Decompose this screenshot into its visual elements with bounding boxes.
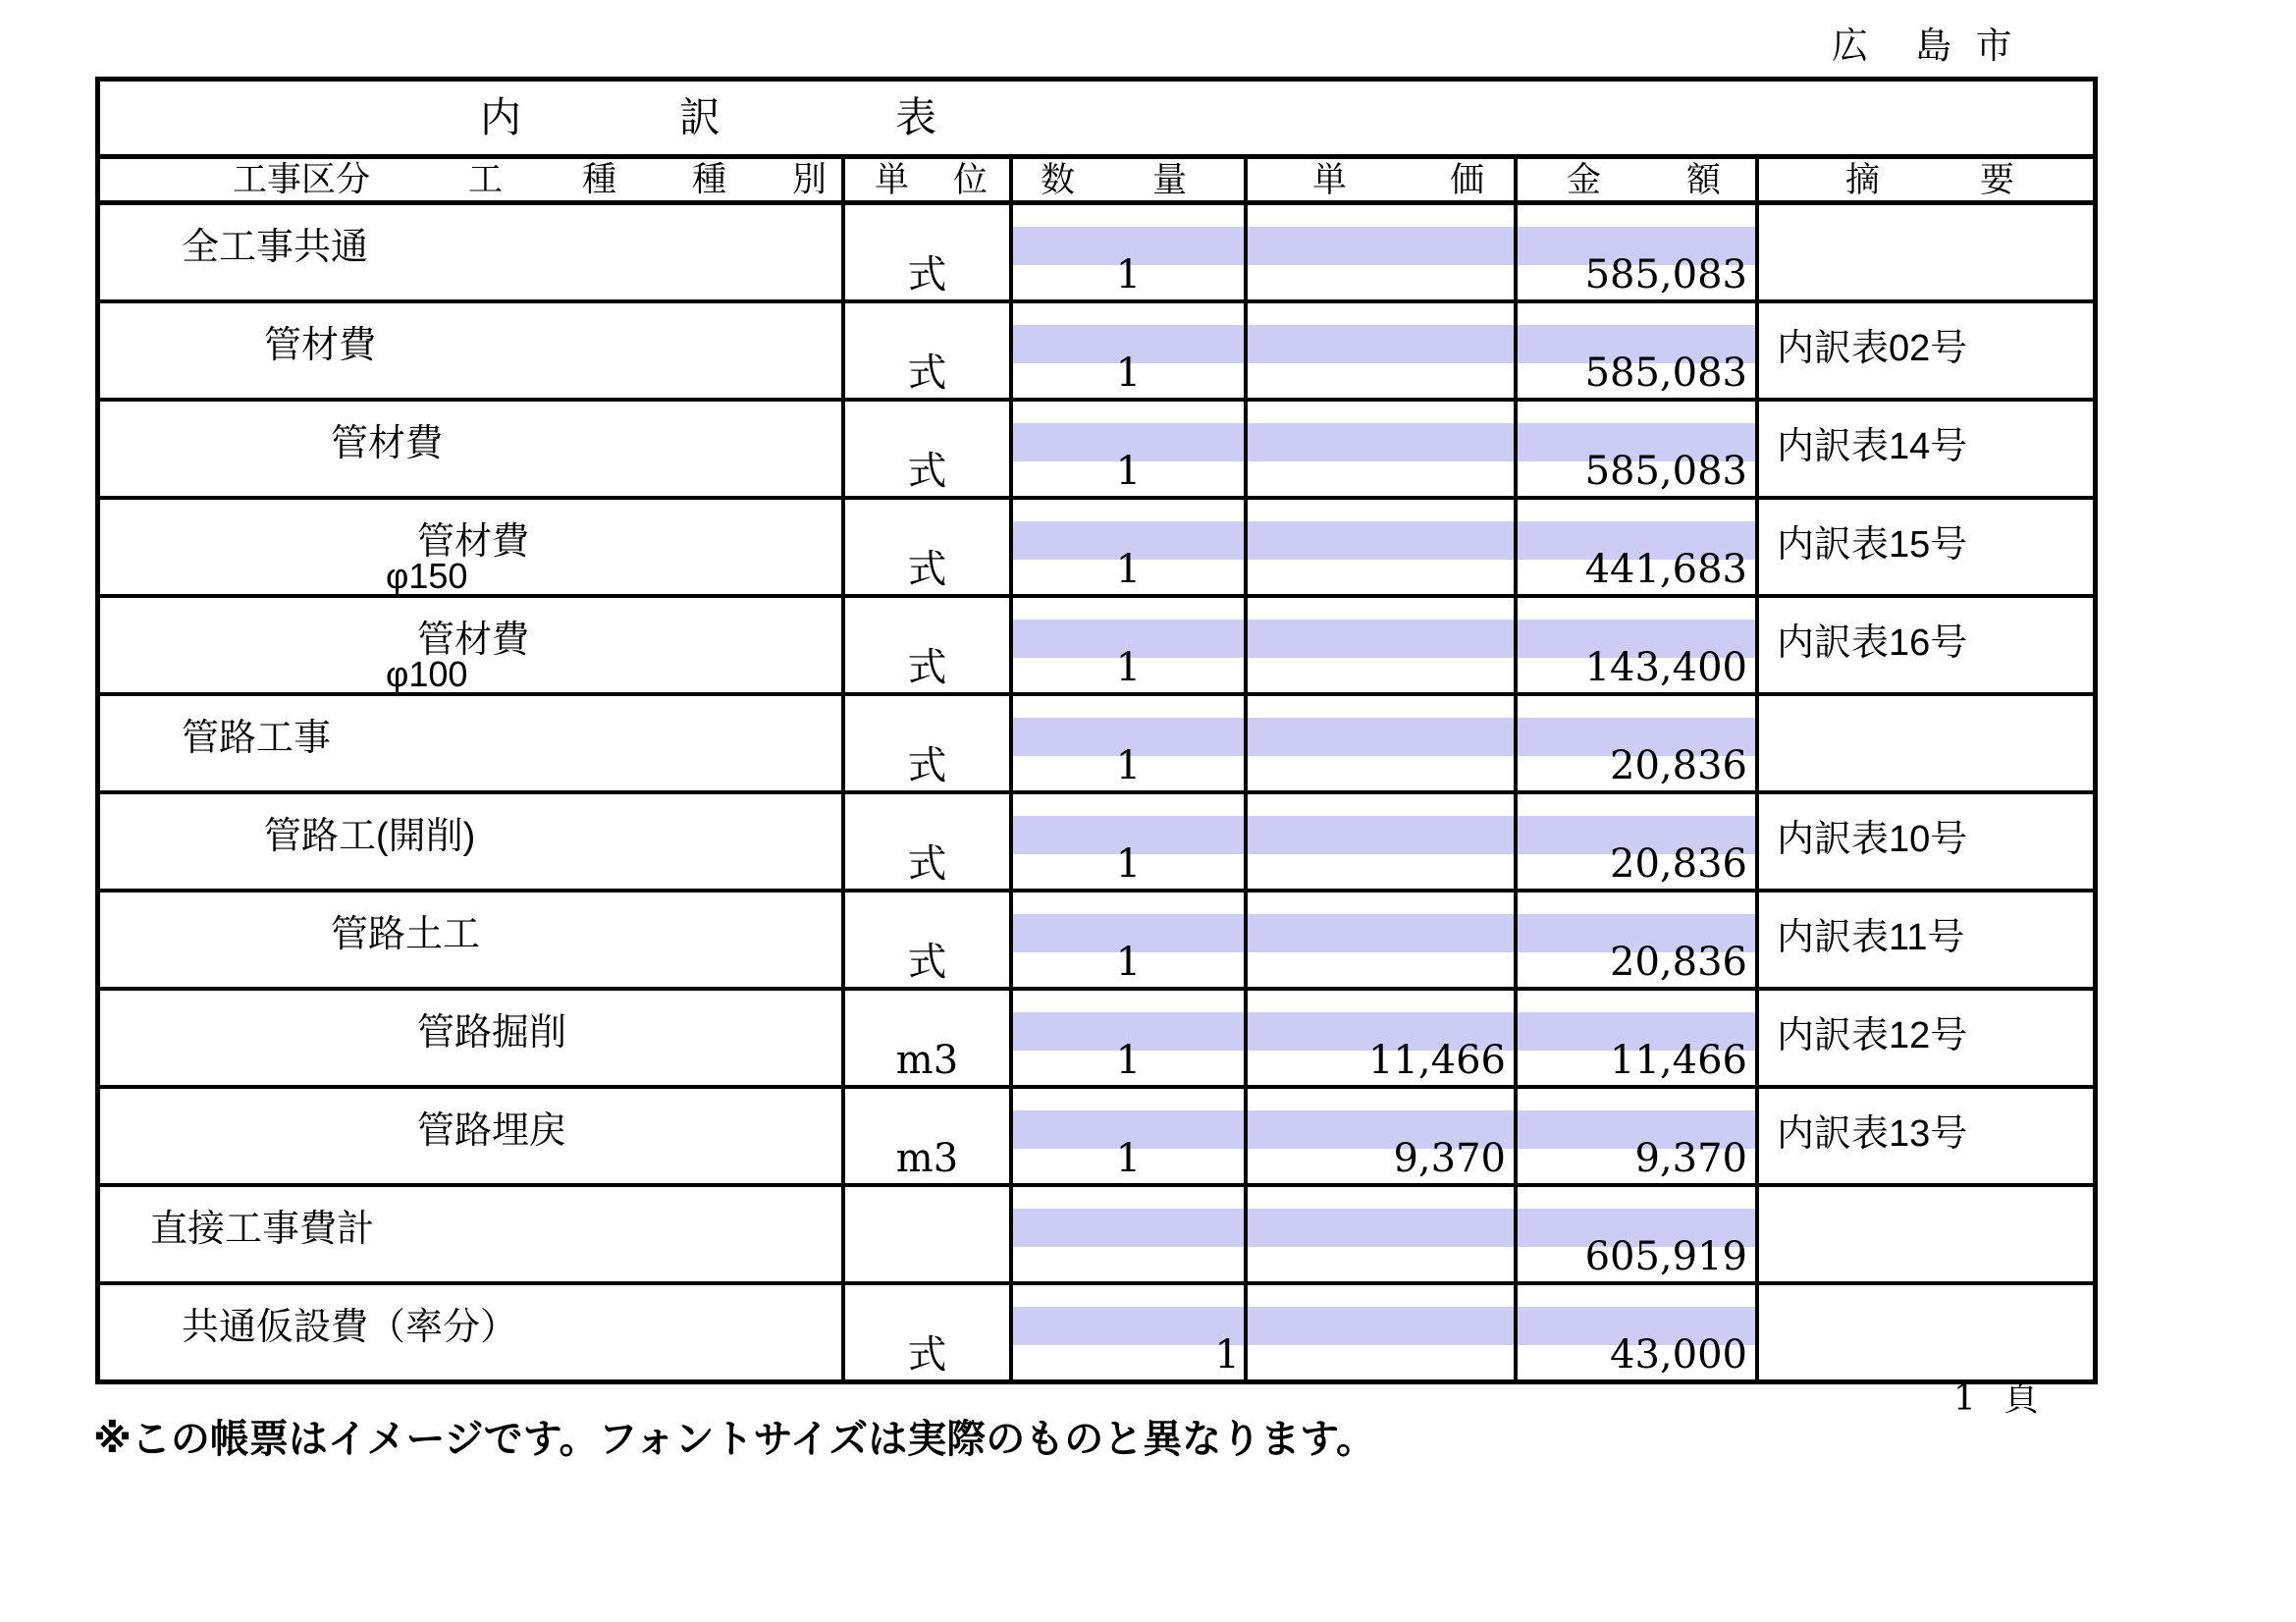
amount-cell xyxy=(1518,1285,1759,1379)
table-title-char: 訳 xyxy=(679,94,721,140)
header-quantity-char: 量 xyxy=(1151,160,1187,199)
work-category-cell xyxy=(100,991,845,1085)
highlight-bar xyxy=(1248,521,1514,560)
item-name: 全工事共通 xyxy=(182,227,369,268)
unit-price-cell xyxy=(1248,303,1518,398)
page-number: 1 xyxy=(1953,1379,1976,1419)
item-name: 共通仮設費（率分） xyxy=(182,1307,518,1348)
unit-cell xyxy=(845,991,1013,1085)
amount-value: 11,466 xyxy=(1610,1038,1747,1083)
table-row xyxy=(100,500,2093,598)
amount-value: 585,083 xyxy=(1584,351,1747,396)
unit-cell xyxy=(845,892,1013,987)
header-amount-char: 額 xyxy=(1685,160,1721,199)
header-worktype-char: 別 xyxy=(792,160,828,199)
unit-value: 式 xyxy=(907,547,947,592)
item-name: 管材費 xyxy=(417,521,530,563)
highlight-bar xyxy=(1248,1307,1514,1345)
table-row xyxy=(100,1187,2093,1285)
table-title-char: 内 xyxy=(480,94,522,140)
quantity-value: 1 xyxy=(1115,351,1142,396)
header-unit-char: 位 xyxy=(952,160,988,199)
quantity-value: 1 xyxy=(1115,1136,1142,1181)
remarks-cell xyxy=(1759,991,2093,1085)
quantity-value: 1 xyxy=(1115,743,1142,788)
remarks-cell xyxy=(1759,205,2093,299)
item-name: 管路掘削 xyxy=(417,1012,567,1054)
unit-value: 式 xyxy=(907,940,947,985)
amount-value: 441,683 xyxy=(1584,547,1747,592)
remarks-cell xyxy=(1759,598,2093,692)
unit-cell xyxy=(845,696,1013,790)
work-category-cell xyxy=(100,892,845,987)
quantity-value: 1 xyxy=(1115,1038,1142,1083)
amount-cell xyxy=(1518,696,1759,790)
unit-price-cell xyxy=(1248,402,1518,496)
quantity-cell xyxy=(1013,402,1248,496)
work-category-cell xyxy=(100,696,845,790)
header-unit-price-char: 価 xyxy=(1449,160,1484,199)
city-char: 市 xyxy=(1975,26,2012,66)
table-row xyxy=(100,892,2093,991)
table-title-row xyxy=(100,81,2093,159)
unit-price-cell xyxy=(1248,1089,1518,1183)
quantity-value: 1 xyxy=(1115,940,1142,985)
amount-value: 585,083 xyxy=(1584,252,1747,297)
unit-cell xyxy=(845,1285,1013,1379)
unit-price-cell xyxy=(1248,500,1518,594)
item-spec: φ150 xyxy=(386,556,468,596)
unit-price-cell xyxy=(1248,1285,1518,1379)
amount-value: 20,836 xyxy=(1610,743,1747,788)
header-remarks xyxy=(1759,159,2093,200)
unit-price-cell xyxy=(1248,991,1518,1085)
amount-cell xyxy=(1518,500,1759,594)
remark-value: 内訳表02号 xyxy=(1777,328,1968,369)
unit-value: 式 xyxy=(907,645,947,690)
image-disclaimer-note: ※この帳票はイメージです。フォントサイズは実際のものと異なります。 xyxy=(93,1418,1376,1461)
unit-value: 式 xyxy=(907,1332,947,1378)
work-category-cell xyxy=(100,1285,845,1379)
quantity-value: 1 xyxy=(1115,449,1142,494)
unit-price-cell xyxy=(1248,696,1518,790)
unit-value: 式 xyxy=(907,351,947,396)
amount-value: 20,836 xyxy=(1610,841,1747,887)
unit-price-value: 11,466 xyxy=(1368,1038,1506,1083)
table-row xyxy=(100,696,2093,794)
highlight-bar xyxy=(1248,914,1514,952)
amount-cell xyxy=(1518,205,1759,299)
unit-price-value: 9,370 xyxy=(1393,1136,1506,1181)
highlight-bar xyxy=(1248,1209,1514,1247)
quantity-cell xyxy=(1013,794,1248,889)
quantity-cell xyxy=(1013,991,1248,1085)
table-row xyxy=(100,991,2093,1089)
unit-cell xyxy=(845,205,1013,299)
quantity-cell xyxy=(1013,205,1248,299)
remark-value: 内訳表11号 xyxy=(1777,917,1965,958)
amount-value: 605,919 xyxy=(1584,1234,1747,1279)
remarks-cell xyxy=(1759,1089,2093,1183)
unit-value: m3 xyxy=(895,1038,959,1083)
work-category-cell xyxy=(100,303,845,398)
city-char: 広 xyxy=(1832,26,1868,66)
quantity-cell xyxy=(1013,892,1248,987)
header-amount xyxy=(1518,159,1759,200)
amount-cell xyxy=(1518,892,1759,987)
header-unit-price xyxy=(1248,159,1518,200)
remarks-cell xyxy=(1759,1187,2093,1281)
header-quantity-char: 数 xyxy=(1041,160,1076,199)
page-indicator xyxy=(1953,1380,2039,1417)
unit-value: 式 xyxy=(907,252,947,297)
remarks-cell xyxy=(1759,500,2093,594)
amount-cell xyxy=(1518,1187,1759,1281)
unit-price-cell xyxy=(1248,205,1518,299)
item-name: 管路工事 xyxy=(182,718,332,759)
highlight-bar xyxy=(1248,620,1514,658)
item-name: 管材費 xyxy=(331,423,444,464)
header-category-label: 工事区分 xyxy=(233,160,371,199)
item-name: 直接工事費計 xyxy=(150,1209,375,1250)
quantity-value: 1 xyxy=(1115,547,1142,592)
amount-cell xyxy=(1518,598,1759,692)
remarks-cell xyxy=(1759,794,2093,889)
header-worktype-char: 種 xyxy=(692,160,727,199)
header-quantity xyxy=(1013,159,1248,200)
amount-value: 585,083 xyxy=(1584,449,1747,494)
item-name: 管材費 xyxy=(417,620,530,661)
unit-value: m3 xyxy=(895,1136,959,1181)
quantity-value: 1 xyxy=(1115,841,1142,887)
quantity-cell xyxy=(1013,1187,1248,1281)
header-amount-char: 金 xyxy=(1567,160,1602,199)
city-char: 島 xyxy=(1915,26,1952,66)
remark-value: 内訳表15号 xyxy=(1777,524,1968,566)
unit-cell xyxy=(845,500,1013,594)
unit-price-cell xyxy=(1248,1187,1518,1281)
unit-cell xyxy=(845,1089,1013,1183)
amount-value: 43,000 xyxy=(1610,1332,1747,1378)
amount-value: 143,400 xyxy=(1584,645,1747,690)
item-name: 管路工(開削) xyxy=(264,816,476,857)
unit-cell xyxy=(845,598,1013,692)
amount-value: 9,370 xyxy=(1634,1136,1747,1181)
header-work-category xyxy=(100,159,845,200)
header-unit-price-char: 単 xyxy=(1312,160,1348,199)
work-category-cell xyxy=(100,598,845,692)
item-name: 管材費 xyxy=(264,325,377,366)
highlight-bar xyxy=(1013,1209,1244,1247)
header-unit xyxy=(845,159,1013,200)
remarks-cell xyxy=(1759,402,2093,496)
breakdown-table xyxy=(95,77,2098,1384)
quantity-cell xyxy=(1013,598,1248,692)
header-remarks-char: 摘 xyxy=(1845,160,1881,199)
highlight-bar xyxy=(1248,718,1514,756)
remark-value: 内訳表10号 xyxy=(1777,819,1968,860)
quantity-cell xyxy=(1013,303,1248,398)
remarks-cell xyxy=(1759,303,2093,398)
table-row xyxy=(100,205,2093,303)
unit-price-cell xyxy=(1248,794,1518,889)
quantity-value: 1 xyxy=(1115,645,1142,690)
highlight-bar xyxy=(1248,816,1514,854)
amount-cell xyxy=(1518,402,1759,496)
amount-cell xyxy=(1518,991,1759,1085)
table-row xyxy=(100,1089,2093,1187)
unit-cell xyxy=(845,303,1013,398)
unit-price-cell xyxy=(1248,598,1518,692)
work-category-cell xyxy=(100,794,845,889)
city-label xyxy=(1832,27,2012,64)
work-category-cell xyxy=(100,1187,845,1281)
header-remarks-char: 要 xyxy=(1979,160,2014,199)
table-row xyxy=(100,598,2093,696)
unit-cell xyxy=(845,402,1013,496)
unit-value: 式 xyxy=(907,743,947,788)
unit-cell xyxy=(845,794,1013,889)
item-name: 管路埋戻 xyxy=(417,1110,567,1152)
highlight-bar xyxy=(1248,227,1514,265)
header-worktype-char: 種 xyxy=(582,160,617,199)
amount-value: 20,836 xyxy=(1610,940,1747,985)
table-header-row xyxy=(100,159,2093,205)
quantity-cell xyxy=(1013,500,1248,594)
work-category-cell xyxy=(100,1089,845,1183)
amount-cell xyxy=(1518,794,1759,889)
remarks-cell xyxy=(1759,1285,2093,1379)
quantity-value: 1 xyxy=(1214,1332,1240,1378)
highlight-bar xyxy=(1248,423,1514,461)
unit-price-cell xyxy=(1248,892,1518,987)
quantity-cell xyxy=(1013,1089,1248,1183)
work-category-cell xyxy=(100,500,845,594)
remarks-cell xyxy=(1759,696,2093,790)
item-spec: φ100 xyxy=(386,654,468,694)
header-unit-char: 単 xyxy=(875,160,910,199)
work-category-cell xyxy=(100,402,845,496)
remarks-cell xyxy=(1759,892,2093,987)
item-name: 管路土工 xyxy=(331,914,481,955)
table-row xyxy=(100,794,2093,892)
remark-value: 内訳表14号 xyxy=(1777,426,1968,467)
table-title-char: 表 xyxy=(895,94,937,140)
page-unit-label: 頁 xyxy=(2002,1378,2039,1418)
work-category-cell xyxy=(100,205,845,299)
remark-value: 内訳表16号 xyxy=(1777,622,1968,664)
remark-value: 内訳表13号 xyxy=(1777,1113,1968,1155)
table-row xyxy=(100,303,2093,402)
quantity-value: 1 xyxy=(1115,252,1142,297)
quantity-cell xyxy=(1013,696,1248,790)
table-row xyxy=(100,402,2093,500)
unit-value: 式 xyxy=(907,841,947,887)
amount-cell xyxy=(1518,303,1759,398)
header-worktype-char: 工 xyxy=(468,160,504,199)
unit-value: 式 xyxy=(907,449,947,494)
table-row xyxy=(100,1285,2093,1379)
highlight-bar xyxy=(1248,325,1514,363)
quantity-cell xyxy=(1013,1285,1248,1379)
unit-cell xyxy=(845,1187,1013,1281)
amount-cell xyxy=(1518,1089,1759,1183)
remark-value: 内訳表12号 xyxy=(1777,1015,1968,1056)
